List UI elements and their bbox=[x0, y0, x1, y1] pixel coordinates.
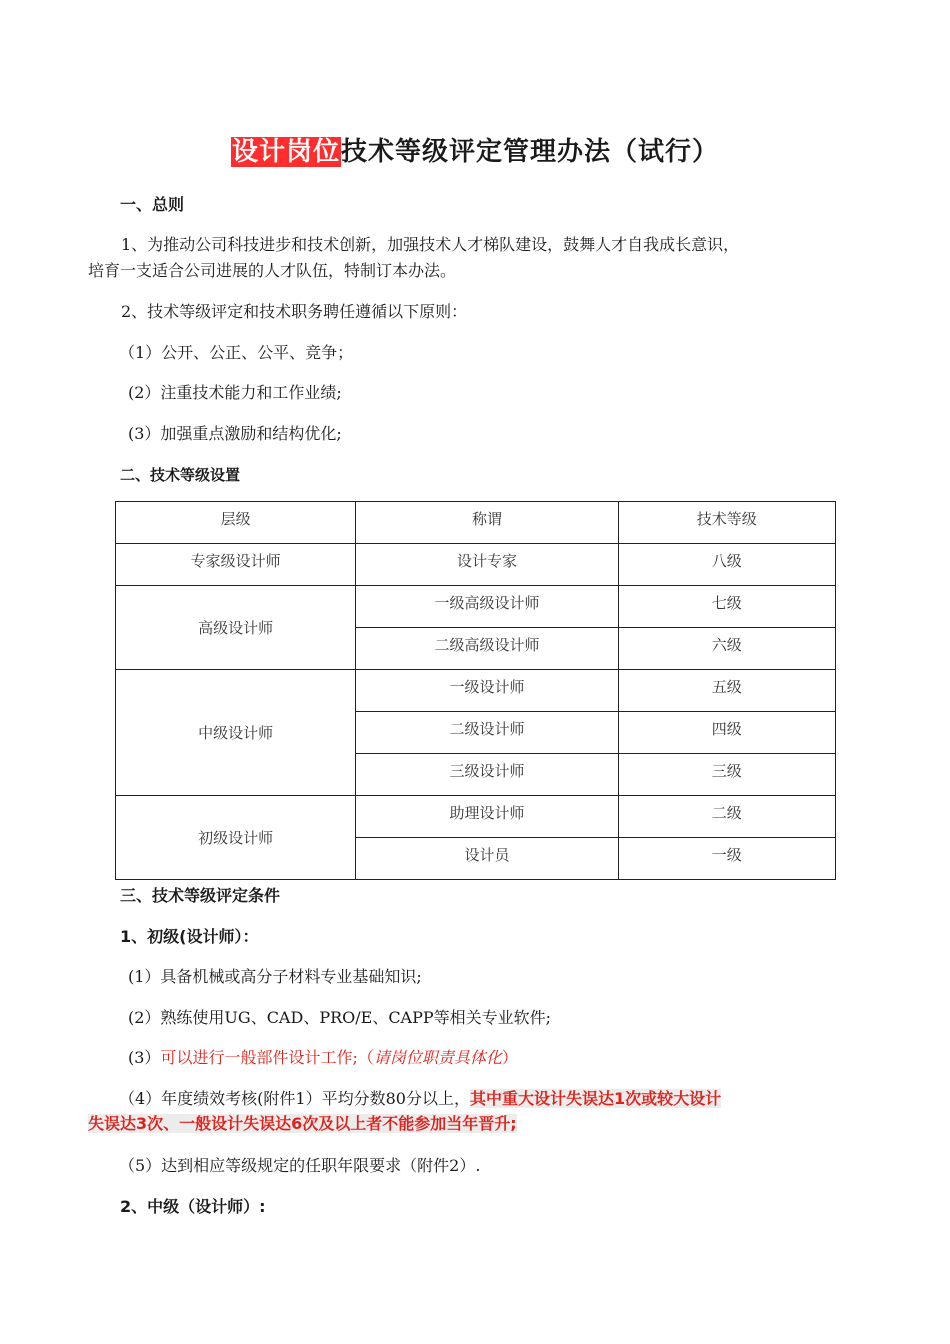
title-highlight: 设计岗位 bbox=[231, 137, 340, 167]
grade-cell: 五级 bbox=[618, 670, 835, 712]
s3-subheading-2: 2、中级（设计师）: bbox=[120, 1197, 266, 1216]
s3-item-3-close: ） bbox=[501, 1048, 518, 1067]
s3-item-4-red-1: 其中重大设计失误达1次或较大设计 bbox=[469, 1089, 722, 1108]
title-cell: 设计专家 bbox=[356, 544, 618, 586]
s3-subheading-1: 1、初级(设计师）： bbox=[120, 927, 259, 946]
s1-paragraph-1-line-1: 1、为推动公司科技进步和技术创新，加强技术人才梯队建设，鼓舞人才自我成长意识， bbox=[121, 235, 740, 254]
grade-cell: 八级 bbox=[618, 544, 835, 586]
s1-item-2: (2）注重技术能力和工作业绩; bbox=[128, 383, 342, 402]
title-cell: 一级设计师 bbox=[356, 670, 618, 712]
s3-item-5: （5）达到相应等级规定的任职年限要求（附件2）. bbox=[119, 1156, 481, 1175]
title-cell: 二级设计师 bbox=[356, 712, 618, 754]
level-cell: 高级设计师 bbox=[116, 586, 356, 670]
s1-item-3: (3）加强重点激励和结构优化; bbox=[128, 424, 342, 443]
table-row bbox=[116, 670, 836, 712]
title-cell: 一级高级设计师 bbox=[356, 586, 618, 628]
s3-item-4-line-1 bbox=[119, 1088, 721, 1110]
document-title bbox=[0, 132, 950, 172]
s1-paragraph-2: 2、技术等级评定和技术职务聘任遵循以下原则： bbox=[121, 302, 468, 321]
s3-item-2: (2）熟练使用UG、CAD、PRO/E、CAPP等相关专业软件; bbox=[128, 1008, 552, 1027]
level-cell: 初级设计师 bbox=[116, 796, 356, 880]
level-cell: 中级设计师 bbox=[116, 670, 356, 796]
grade-cell: 三级 bbox=[618, 754, 835, 796]
table-row bbox=[116, 586, 836, 628]
level-cell: 专家级设计师 bbox=[116, 544, 356, 586]
s3-item-3-italic-note: 请岗位职责具体化 bbox=[373, 1048, 502, 1067]
table-row bbox=[116, 796, 836, 838]
s1-paragraph-1-line-2: 培育一支适合公司进展的人才队伍，特制订本办法。 bbox=[88, 261, 457, 280]
section-2-heading: 二、技术等级设置 bbox=[120, 466, 241, 484]
s3-item-3-prefix: (3） bbox=[128, 1048, 161, 1067]
s3-item-4-normal: （4）年度绩效考核(附件1）平均分数80分以上， bbox=[119, 1089, 470, 1108]
grade-cell: 四级 bbox=[618, 712, 835, 754]
s3-item-4-line-2 bbox=[88, 1113, 517, 1135]
grade-table bbox=[115, 501, 836, 880]
title-cell: 二级高级设计师 bbox=[356, 628, 618, 670]
s3-item-3-red-text: 可以进行一般部件设计工作;（ bbox=[160, 1048, 374, 1067]
grade-cell: 七级 bbox=[618, 586, 835, 628]
header-grade: 技术等级 bbox=[618, 502, 835, 544]
title-cell: 三级设计师 bbox=[356, 754, 618, 796]
title-cell: 助理设计师 bbox=[356, 796, 618, 838]
grade-cell: 一级 bbox=[618, 838, 835, 880]
s1-item-1: （1）公开、公正、公平、竞争； bbox=[119, 343, 354, 362]
table-header-row bbox=[116, 502, 836, 544]
header-level: 层级 bbox=[116, 502, 356, 544]
s3-item-4-red-2: 失误达3次、一般设计失误达6次及以上者不能参加当年晋升; bbox=[88, 1114, 517, 1133]
grade-cell: 二级 bbox=[618, 796, 835, 838]
s3-item-1: (1）具备机械或高分子材料专业基础知识; bbox=[128, 967, 422, 986]
header-title: 称谓 bbox=[356, 502, 618, 544]
table-row bbox=[116, 544, 836, 586]
grade-cell: 六级 bbox=[618, 628, 835, 670]
title-rest: 技术等级评定管理办法（试行） bbox=[341, 137, 720, 167]
s3-item-3 bbox=[128, 1047, 518, 1069]
section-1-heading: 一、总则 bbox=[120, 195, 185, 214]
section-3-heading: 三、技术等级评定条件 bbox=[120, 886, 281, 905]
title-cell: 设计员 bbox=[356, 838, 618, 880]
